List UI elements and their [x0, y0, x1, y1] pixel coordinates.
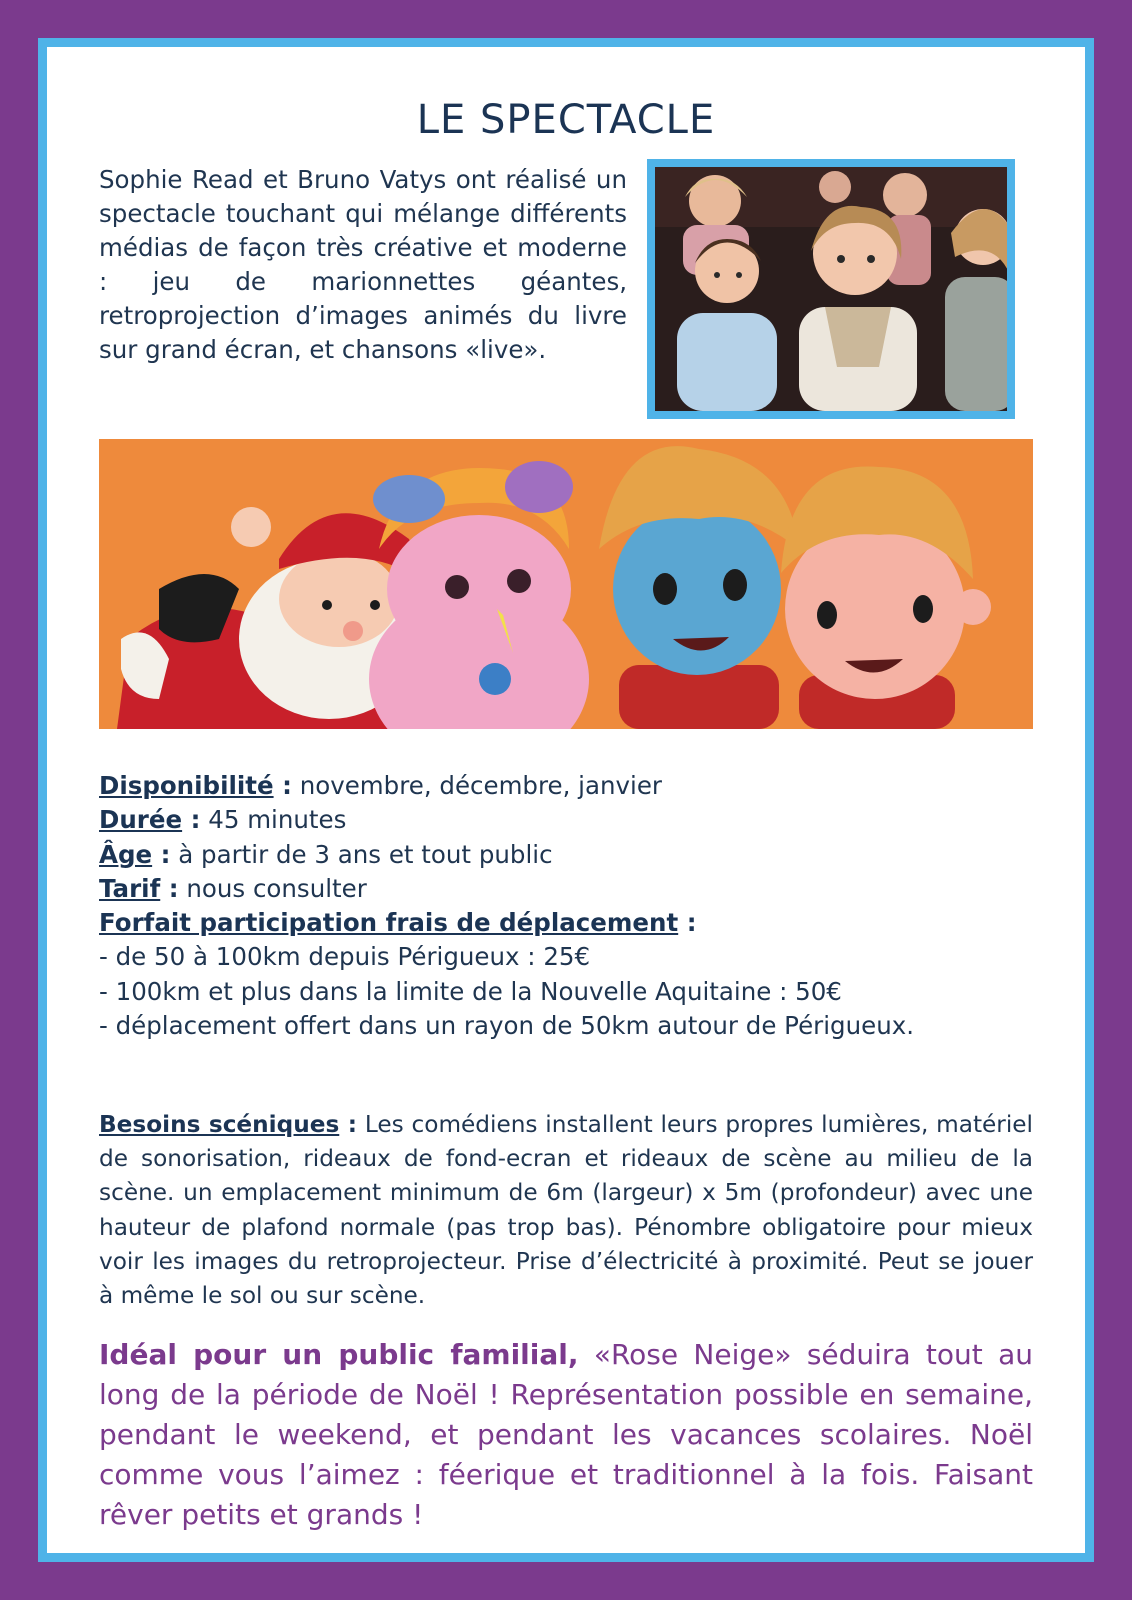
needs-separator: :: [339, 1111, 358, 1138]
forfait-label: Forfait participation frais de déplacement: [99, 908, 679, 938]
info-value: nous consulter: [178, 873, 367, 903]
info-value: novembre, décembre, janvier: [291, 771, 662, 800]
info-value: à partir de 3 ans et tout public: [170, 839, 553, 869]
needs-text: Les comédiens installent leurs propres lumières, matériel de sonorisation, rideaux de fond-ecran et rideaux de scène au milieu de la scène. un emplacement minimum de 6m (largeur) x 5m (profondeur) avec une hauteur de plafond normale (pas trop bas). Pénombre obligatoire pour mieux voir les images du retroprojecteur. Prise d’électricité à proximité. Peut se jouer à même le sol ou sur scène.: [99, 1111, 1033, 1310]
mascots-illustration: [99, 439, 1033, 729]
info-section: [99, 769, 1033, 1043]
audience-photo-illustration: [655, 167, 1007, 411]
page-title: LE SPECTACLE: [416, 97, 716, 143]
needs-label: Besoins scéniques: [99, 1111, 340, 1138]
info-label: Durée: [99, 805, 183, 835]
forfait-separator: :: [678, 908, 697, 938]
info-separator: :: [160, 873, 179, 903]
info-separator: :: [273, 771, 292, 800]
info-row-tarif: [99, 872, 1033, 906]
forfait-item: - de 50 à 100km depuis Périgueux : 25€: [99, 942, 591, 972]
mascots-banner: [99, 439, 1033, 729]
intro-paragraph: Sophie Read et Bruno Vatys ont réalisé un spectacle touchant qui mélange différents médias de façon très créative et moderne : jeu de marionnettes géantes, retroprojection d’images animés du livre sur grand écran, et chansons «live».: [99, 165, 627, 364]
forfait-item: - déplacement offert dans un rayon de 50km autour de Périgueux.: [99, 1011, 915, 1041]
closing-text: «Rose Neige» séduira tout au long de la période de Noël ! Représentation possible en semaine, pendant le weekend, et pendant les vacances scolaires. Noël comme vous l’aimez : féerique et traditionnel à la fois. Faisant rêver petits et grands !: [99, 1338, 1033, 1531]
info-label: Tarif: [99, 873, 161, 903]
info-separator: :: [182, 805, 201, 835]
info-label: Âge: [99, 839, 153, 869]
info-row-duree: [99, 803, 1033, 837]
forfait-heading: [99, 906, 1033, 940]
info-separator: :: [152, 839, 171, 869]
closing-paragraph: [99, 1335, 1033, 1535]
needs-paragraph: [99, 1108, 1033, 1313]
info-row-age: [99, 838, 1033, 872]
info-label: Disponibilité: [99, 771, 274, 800]
page: [47, 47, 1085, 1553]
page-border: [38, 38, 1094, 1562]
info-value: 45 minutes: [200, 805, 347, 835]
audience-photo: [647, 159, 1015, 419]
forfait-item: - 100km et plus dans la limite de la Nouvelle Aquitaine : 50€: [99, 976, 842, 1006]
info-row-disponibilite: [99, 769, 1033, 803]
closing-lead: Idéal pour un public familial,: [99, 1338, 579, 1371]
